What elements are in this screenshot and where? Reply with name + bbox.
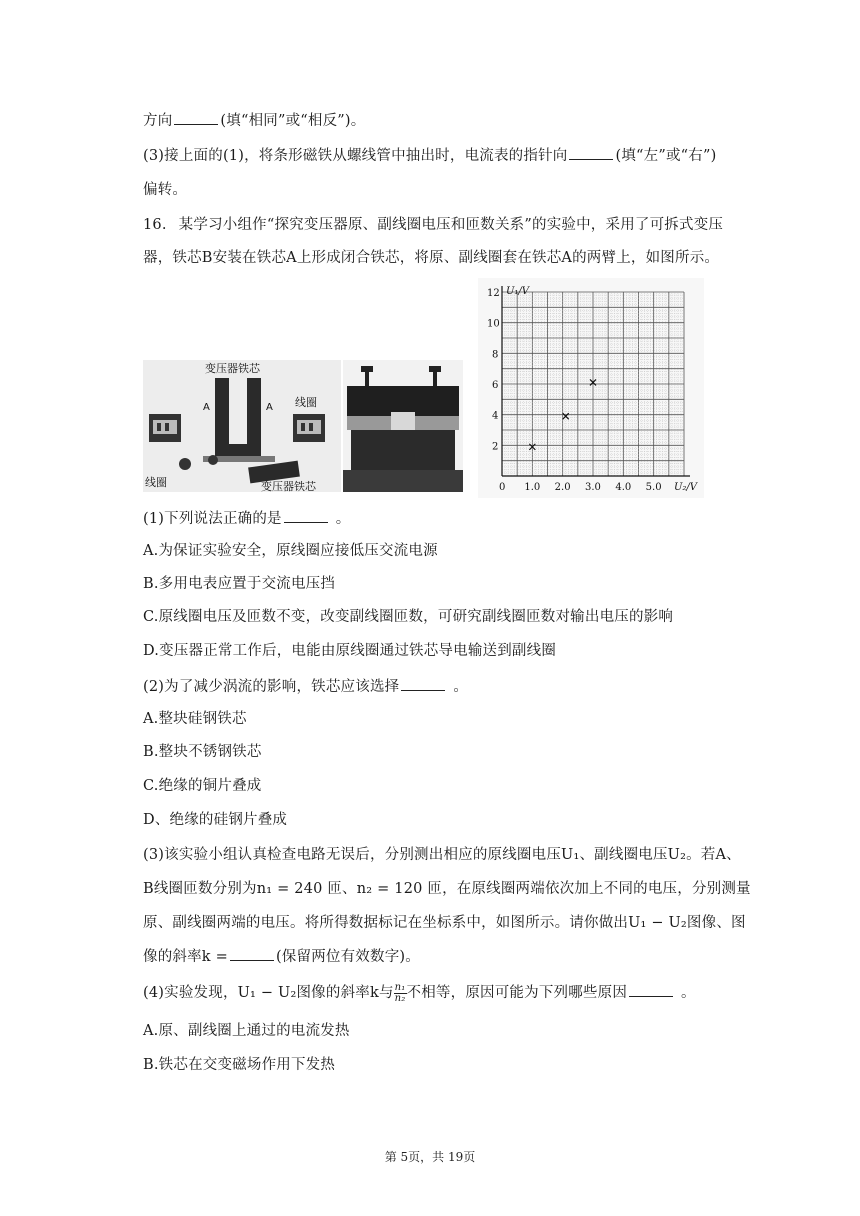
u1-u2-chart-svg bbox=[478, 278, 704, 498]
q2-option-d: D、绝缘的硅钢片叠成 bbox=[143, 812, 288, 828]
q1-option-d: D.变压器正常工作后，电能由原线圈通过铁芯导电输送到副线圈 bbox=[143, 643, 557, 659]
q1-option-a: A.为保证实验安全，原线圈应接低压交流电源 bbox=[143, 543, 438, 559]
x-tick-label: 5.0 bbox=[645, 482, 662, 493]
question-16-intro-cont: 器，铁芯B安装在铁芯A上形成闭合铁芯，将原、副线圈套在铁芯A的两臂上，如图所示。 bbox=[143, 250, 720, 266]
n1-over-n2-fraction: $\frac{\text{n₁}}{\text{n₂}}$ bbox=[394, 981, 406, 1004]
q4-stem: (4)实验发现，U₁ − U₂图像的斜率k与 $\frac{\text{n₁}}{\text{n₂}}$ 不相等，原因可能为下列哪些原因 。 bbox=[143, 981, 696, 1004]
q1-option-c: C.原线圈电压及匝数不变，改变副线圈匝数，可研究副线圈匝数对输出电压的影响 bbox=[143, 609, 674, 625]
q2-stem: (2)为了减少涡流的影响，铁芯应该选择 。 bbox=[143, 676, 468, 697]
chart-background bbox=[478, 278, 704, 498]
q3-line-2: B线圈匝数分别为n₁ = 240 匝、n₂ = 120 匝，在原线圈两端依次加上不同的电压，分别测量 bbox=[143, 881, 751, 897]
assembled-transformer-photo bbox=[343, 360, 463, 492]
x-tick-label: 2.0 bbox=[554, 482, 571, 493]
y-tick-label: 8 bbox=[492, 349, 499, 361]
q4-option-b: B.铁芯在交变磁场作用下发热 bbox=[143, 1057, 336, 1073]
answer-blank[interactable] bbox=[284, 508, 328, 523]
y-axis-label: U₁/V bbox=[506, 286, 530, 297]
label-coil-left: 线圈 bbox=[145, 476, 167, 489]
label-core-bottom: 变压器铁芯 bbox=[261, 480, 316, 492]
q4-option-a: A.原、副线圈上通过的电流发热 bbox=[143, 1023, 350, 1039]
q3-line-4: 像的斜率k = (保留两位有效数字)。 bbox=[143, 946, 420, 967]
x-tick-label: 0 bbox=[499, 482, 506, 493]
x-tick-label: 3.0 bbox=[585, 482, 601, 493]
label-core-top: 变压器铁芯 bbox=[205, 362, 260, 375]
y-tick-label: 10 bbox=[487, 318, 500, 330]
assembled-transformer-drawing bbox=[343, 360, 463, 492]
y-tick-label: 2 bbox=[492, 441, 499, 453]
label-a-left: A bbox=[203, 402, 210, 413]
q1-option-b: B.多用电表应置于交流电压挡 bbox=[143, 576, 336, 592]
y-tick-label: 12 bbox=[487, 288, 500, 299]
line-deflect: 偏转。 bbox=[143, 182, 188, 198]
x-tick-label: 4.0 bbox=[615, 482, 632, 493]
label-a-right: A bbox=[266, 402, 273, 413]
label-coil-right: 线圈 bbox=[295, 396, 317, 409]
q2-option-a: A.整块硅钢铁芯 bbox=[143, 711, 247, 727]
q1-stem: (1)下列说法正确的是 。 bbox=[143, 508, 350, 529]
answer-blank[interactable] bbox=[629, 982, 673, 997]
question-16-intro: 16. 某学习小组作“探究变压器原、副线圈电压和匝数关系”的实验中，采用了可拆式变压 bbox=[143, 217, 724, 233]
q2-option-b: B.整块不锈钢铁芯 bbox=[143, 744, 262, 760]
y-tick-label: 6 bbox=[492, 380, 499, 391]
answer-blank[interactable] bbox=[174, 110, 218, 125]
x-tick-label: 1.0 bbox=[524, 482, 541, 493]
u1-u2-chart bbox=[478, 278, 704, 498]
question-3-pull-magnet: (3)接上面的(1)，将条形磁铁从螺线管中抽出时，电流表的指针向 (填“左”或“右”) bbox=[143, 145, 716, 166]
answer-blank[interactable] bbox=[401, 676, 445, 691]
page-footer: 第 5页，共 19页 bbox=[384, 1150, 476, 1164]
line-direction: 方向 (填“相同”或“相反”)。 bbox=[143, 110, 365, 131]
answer-blank[interactable] bbox=[569, 145, 613, 160]
y-tick-label: 4 bbox=[492, 410, 499, 422]
q3-line-3: 原、副线圈两端的电压。将所得数据标记在坐标系中，如图所示。请你做出U₁ − U₂图像、图 bbox=[143, 915, 746, 931]
q2-option-c: C.绝缘的铜片叠成 bbox=[143, 778, 262, 794]
transformer-parts-drawing bbox=[143, 360, 341, 492]
transformer-parts-photo bbox=[143, 360, 341, 492]
x-axis-label: U₂/V bbox=[674, 482, 698, 493]
q3-line-1: (3)该实验小组认真检查电路无误后，分别测出相应的原线圈电压U₁、副线圈电压U₂。若A、 bbox=[143, 847, 741, 863]
answer-blank[interactable] bbox=[230, 946, 274, 961]
